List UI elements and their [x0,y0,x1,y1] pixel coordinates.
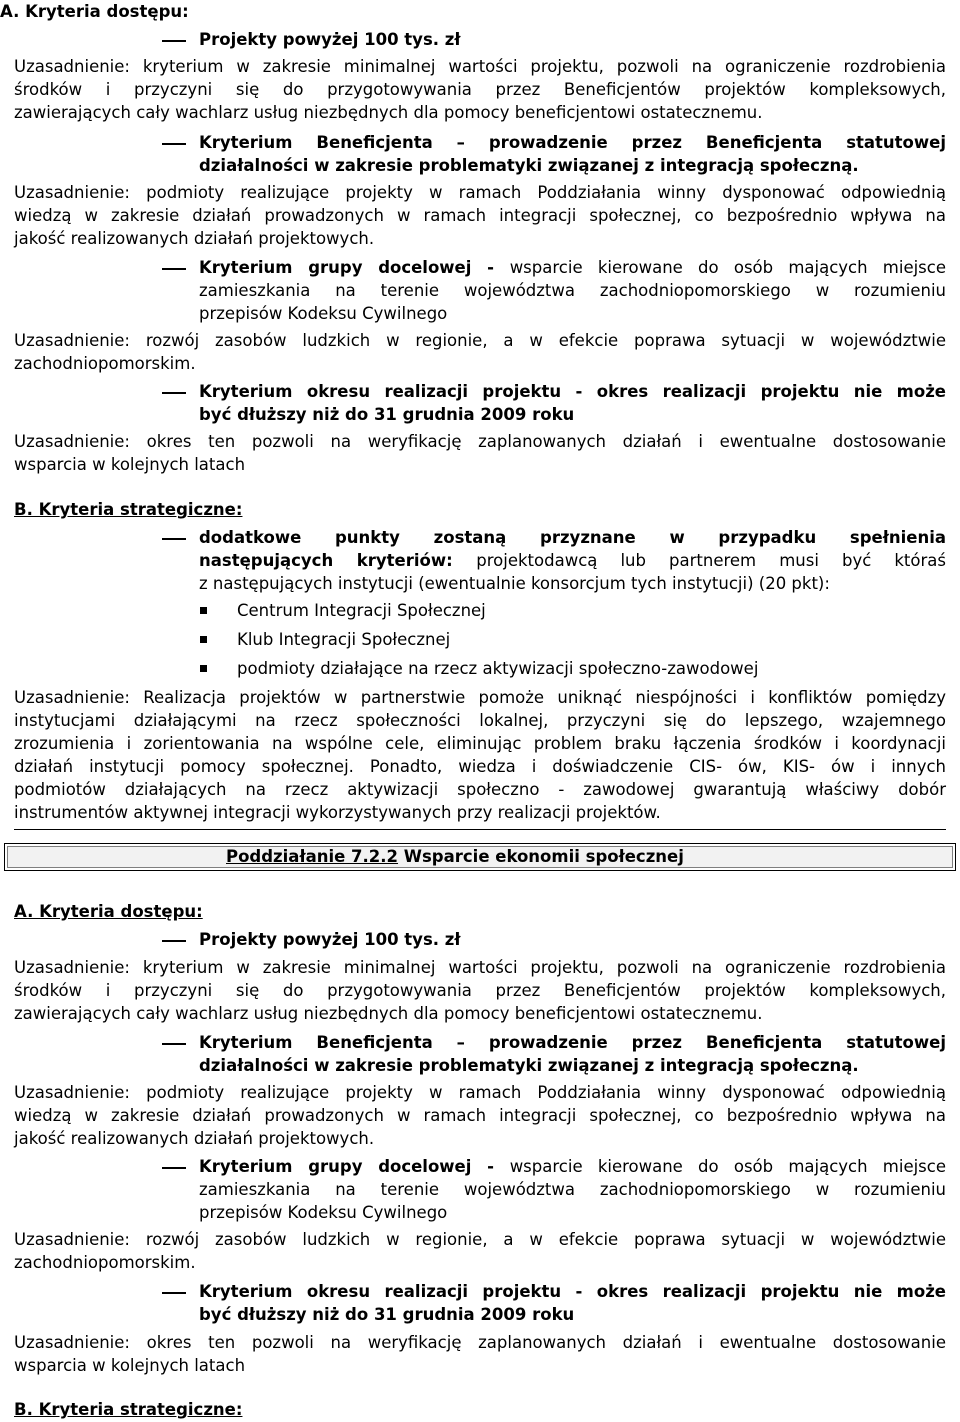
justification-line: zawierających cały wachlarz usług niezbędnych dla pomocy beneficjentowi ostatecznemu. [14,103,763,122]
criterion-min-value: Projekty powyżej 100 tys. zł [199,930,461,949]
dash-bullet [162,40,186,42]
dash-bullet [162,538,186,540]
dash-bullet [162,1292,186,1294]
justification-line: wsparcia w kolejnych latach [14,1356,246,1375]
strategic-criterion-bold: następujących kryteriów: [199,551,477,570]
justification-line: środków i przyczyni się do przygotowywania przez Beneficjentów projektów kompleksowych, [14,981,946,1000]
justification-line: podmiotów działających na rzecz aktywizacji społeczno - zawodowej gwarantują właściwy dobór [14,780,946,799]
institution-list-item: podmioty działające na rzecz aktywizacji społeczno-zawodowej [237,659,759,678]
square-bullet-icon [200,636,207,643]
justification-line: wiedzą w zakresie działań prowadzonych w ramach integracji społecznej, co bezpośrednio wpływa na [14,206,946,225]
dash-bullet [162,392,186,394]
justification-line: zawierających cały wachlarz usług niezbędnych dla pomocy beneficjentowi ostatecznemu. [14,1004,763,1023]
dash-bullet [162,1167,186,1169]
justification-line: Uzasadnienie: okres ten pozwoli na weryfikację zaplanowanych działań i ewentualne dostosowanie [14,1333,946,1352]
section-heading-b: B. Kryteria strategiczne: [14,1400,243,1419]
criterion-target-group-cont: zamieszkania na terenie województwa zachodniopomorskiego w rozumieniu [199,1180,946,1199]
subaction-name: Wsparcie ekonomii społecznej [398,847,684,866]
justification-line: Uzasadnienie: Realizacja projektów w partnerstwie pomoże uniknąć niespójności i konfliktów pomiędzy [14,688,946,707]
justification-line: Uzasadnienie: okres ten pozwoli na weryfikację zaplanowanych działań i ewentualne dostosowanie [14,432,946,451]
criterion-target-group-text: wsparcie kierowane do osób mających miejsce [509,1157,947,1176]
justification-line: jakość realizowanych działań projektowych. [14,229,375,248]
strategic-criterion-cont: z następujących instytucji (ewentualnie konsorcjum tych instytucji) (20 pkt): [199,574,830,593]
dash-bullet [162,143,186,145]
criterion-target-group [199,1157,946,1177]
justification-line: zachodniopomorskim. [14,1253,196,1272]
dash-bullet [162,268,186,270]
justification-line: Uzasadnienie: rozwój zasobów ludzkich w regionie, a w efekcie poprawa sytuacji w województwie [14,331,946,350]
section-heading-b: B. Kryteria strategiczne: [14,500,243,519]
criterion-target-group-cont: przepisów Kodeksu Cywilnego [199,1203,448,1222]
justification-line: instrumentów aktywnej integracji wykorzystywanych przy realizacji projektów. [14,803,661,822]
criterion-target-group [199,258,946,278]
justification-line: wsparcia w kolejnych latach [14,455,246,474]
strategic-criterion-text: projektodawcą lub partnerem musi być któraś [476,551,946,570]
dash-bullet [162,1043,186,1045]
justification-line: wiedzą w zakresie działań prowadzonych w ramach integracji społecznej, co bezpośrednio wpływa na [14,1106,946,1125]
criterion-period-cont: być dłuższy niż do 31 grudnia 2009 roku [199,1305,575,1324]
criterion-target-group-label: Kryterium grupy docelowej - [199,258,510,277]
justification-line: Uzasadnienie: kryterium w zakresie minimalnej wartości projektu, pozwoli na ograniczenie rozdrobienia [14,57,946,76]
institution-list-item: Centrum Integracji Społecznej [237,601,486,620]
justification-line: instytucjami działającymi na rzecz społeczności lokalnej, przyczyni się do lepszego, wzajemnego [14,711,946,730]
strategic-criterion-cont [199,551,946,571]
justification-line: Uzasadnienie: kryterium w zakresie minimalnej wartości projektu, pozwoli na ograniczenie rozdrobienia [14,958,946,977]
square-bullet-icon [200,665,207,672]
criterion-target-group-cont: przepisów Kodeksu Cywilnego [199,304,448,323]
justification-line: Uzasadnienie: podmioty realizujące projekty w ramach Poddziałania winny dysponować odpowiednią [14,183,946,202]
criterion-beneficiary-cont: działalności w zakresie problematyki związanej z integracją społeczną. [199,1056,859,1075]
criterion-beneficiary-cont: działalności w zakresie problematyki związanej z integracją społeczną. [199,156,859,175]
justification-line: środków i przyczyni się do przygotowywania przez Beneficjentów projektów kompleksowych, [14,80,946,99]
criterion-period: Kryterium okresu realizacji projektu - okres realizacji projektu nie może [199,382,946,401]
justification-line: Uzasadnienie: podmioty realizujące projekty w ramach Poddziałania winny dysponować odpowiednią [14,1083,946,1102]
section-heading-a: A. Kryteria dostępu: [0,2,189,21]
criterion-target-group-text: wsparcie kierowane do osób mających miejsce [509,258,947,277]
section-heading-a: A. Kryteria dostępu: [14,902,203,921]
criterion-target-group-cont: zamieszkania na terenie województwa zachodniopomorskiego w rozumieniu [199,281,946,300]
criterion-period-cont: być dłuższy niż do 31 grudnia 2009 roku [199,405,575,424]
institution-list-item: Klub Integracji Społecznej [237,630,451,649]
square-bullet-icon [200,607,207,614]
justification-line: zachodniopomorskim. [14,354,196,373]
criterion-beneficiary: Kryterium Beneficjenta – prowadzenie przez Beneficjenta statutowej [199,1033,946,1052]
subaction-number: Poddziałanie 7.2.2 [226,847,399,866]
criterion-target-group-label: Kryterium grupy docelowej - [199,1157,510,1176]
subaction-title [226,847,684,867]
criterion-min-value: Projekty powyżej 100 tys. zł [199,30,461,49]
justification-line: zrozumienia i zorientowania na wspólne cele, eliminując problem braku łączenia środków i koordynacji [14,734,946,753]
strategic-criterion: dodatkowe punkty zostaną przyznane w przypadku spełnienia [199,528,946,547]
justification-line: Uzasadnienie: rozwój zasobów ludzkich w regionie, a w efekcie poprawa sytuacji w województwie [14,1230,946,1249]
justification-line: działań instytucji pomocy społecznej. Ponadto, wiedza i doświadczenie CIS- ów, KIS- ów i innych [14,757,946,776]
justification-line: jakość realizowanych działań projektowych. [14,1129,375,1148]
criterion-period: Kryterium okresu realizacji projektu - okres realizacji projektu nie może [199,1282,946,1301]
criterion-beneficiary: Kryterium Beneficjenta – prowadzenie przez Beneficjenta statutowej [199,133,946,152]
horizontal-rule [14,829,946,830]
dash-bullet [162,940,186,942]
